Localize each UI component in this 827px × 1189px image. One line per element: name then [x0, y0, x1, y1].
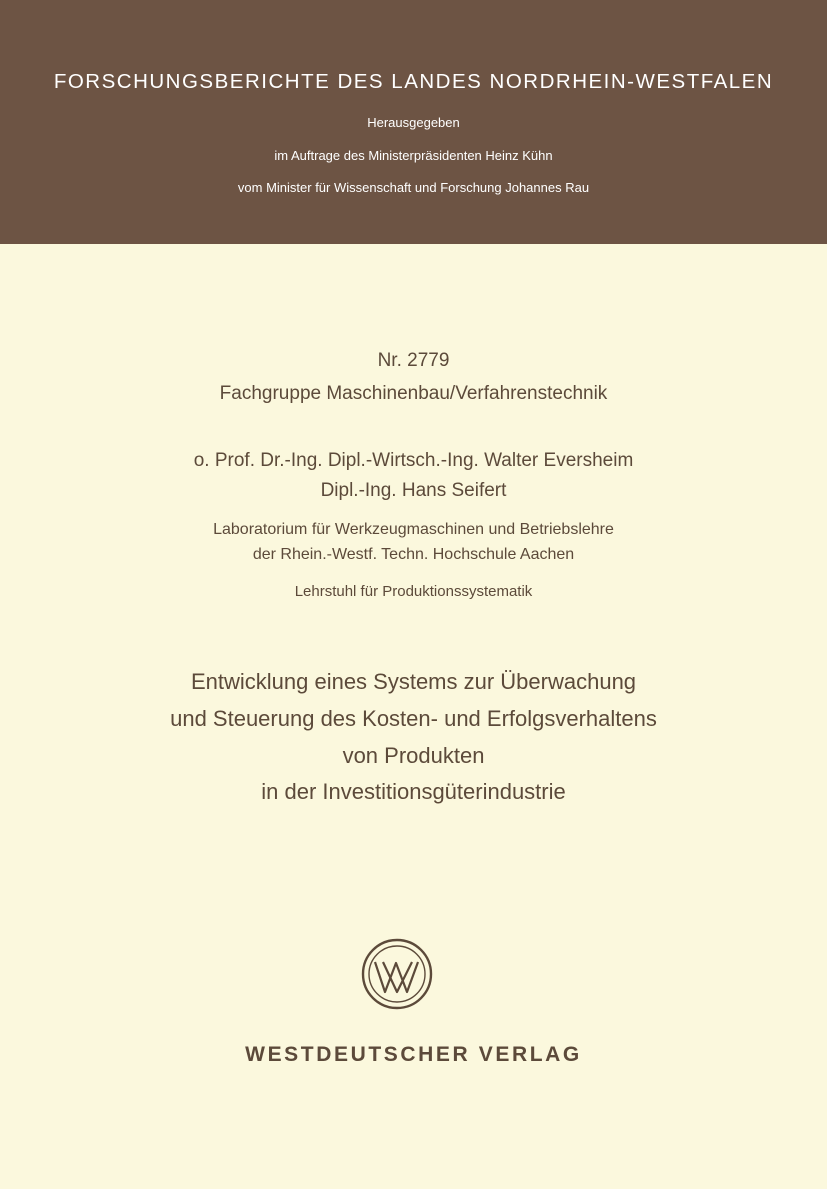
subject-group: Fachgruppe Maschinenbau/Verfahrenstechnik — [219, 383, 608, 404]
book-title-line: in der Investitionsgüterindustrie — [261, 779, 566, 804]
series-header-band — [0, 0, 827, 244]
minister-line: vom Minister für Wissenschaft und Forschung Johannes Rau — [237, 180, 590, 195]
publisher-name: WESTDEUTSCHER VERLAG — [245, 1043, 582, 1066]
book-title-line: Entwicklung eines Systems zur Überwachung — [190, 669, 637, 694]
institution-line: Laboratorium für Werkzeugmaschinen und Betriebslehre — [213, 521, 614, 538]
editor-line: Herausgegeben — [367, 115, 460, 130]
publisher-logo-icon — [361, 938, 433, 1010]
book-title-line: von Produkten — [342, 743, 485, 768]
report-number: Nr. 2779 — [377, 350, 450, 371]
book-title-line: und Steuerung des Kosten- und Erfolgsverhaltens — [170, 706, 657, 731]
commissioner-line: im Auftrage des Ministerpräsidenten Heinz Kühn — [274, 148, 553, 163]
series-title: FORSCHUNGSBERICHTE DES LANDES NORDRHEIN-WESTFALEN — [53, 70, 774, 93]
author-name: Dipl.-Ing. Hans Seifert — [320, 480, 507, 501]
author-name: o. Prof. Dr.-Ing. Dipl.-Wirtsch.-Ing. Walter Eversheim — [193, 450, 634, 471]
institution-line: der Rhein.-Westf. Techn. Hochschule Aachen — [252, 546, 575, 563]
chair-name: Lehrstuhl für Produktionssystematik — [294, 583, 533, 600]
